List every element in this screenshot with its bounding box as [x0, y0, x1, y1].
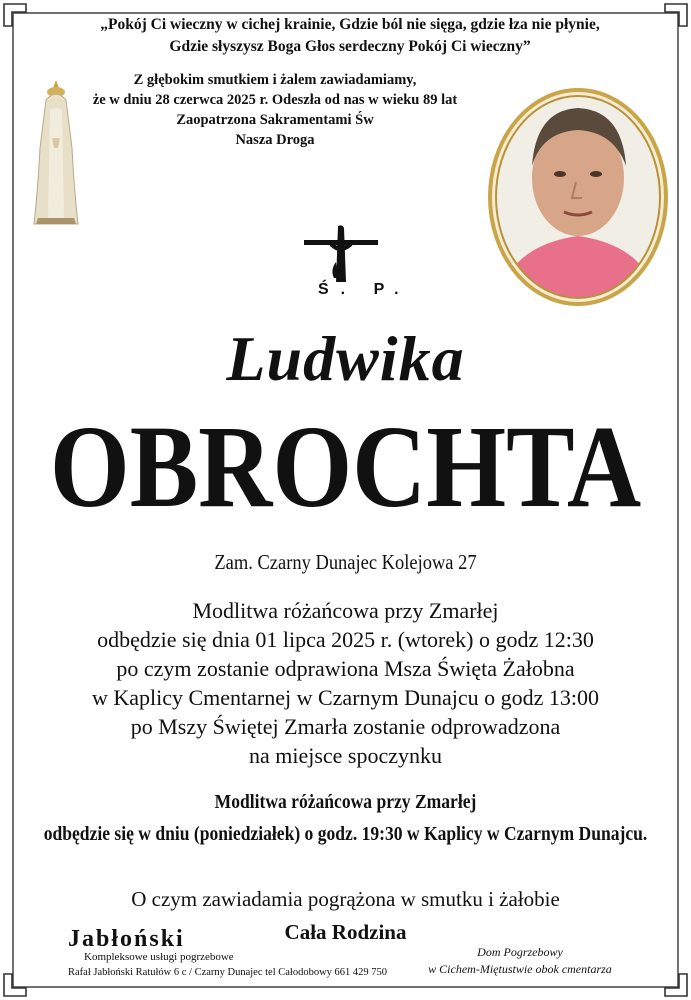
intro-line-2: że w dniu 28 czerwca 2025 r. Odeszła od nas w wieku 89 lat: [92, 92, 458, 108]
family-intro: O czym zawiadamia pogrążona w smutku i żałobie: [131, 887, 560, 911]
ceremony-line: w Kaplicy Cmentarnej w Czarnym Dunajcu o godz 13:00: [91, 685, 600, 710]
deceased-first-name: Ludwika: [226, 323, 465, 394]
rosary-line-1: Modlitwa różańcowa przy Zmarłej: [214, 792, 477, 813]
ceremony-line: Modlitwa różańcowa przy Zmarłej: [192, 598, 499, 623]
quote-line-2: Gdzie słyszysz Boga Głos serdeczny Pokój Ci wieczny”: [169, 38, 531, 55]
ceremony-line: na miejsce spoczynku: [248, 743, 443, 768]
deceased-surname: OBROCHTA: [49, 401, 642, 532]
rosary-line-2: odbędzie się w dniu (poniedziałek) o godz. 19:30 w Kaplicy w Czarnym Dunajcu.: [43, 824, 648, 845]
home-line-1: Dom Pogrzebowy: [477, 945, 563, 959]
sp-label: Ś. P.: [318, 281, 411, 298]
intro-line-3: Zaopatrzona Sakramentami Św: [176, 112, 374, 128]
ceremony-details: [0, 596, 691, 770]
funeral-home-logo: Jabłoński: [68, 926, 185, 952]
intro-line-1: Z głębokim smutkiem i żalem zawiadamiamy,: [133, 72, 417, 88]
ceremony-line: odbędzie się dnia 01 lipca 2025 r. (wtorek) o godz 12:30: [97, 627, 594, 652]
ceremony-line: po Mszy Świętej Zmarła zostanie odprowadzona: [130, 714, 561, 739]
cross-icon: [300, 222, 382, 284]
deceased-address: Zam. Czarny Dunajec Kolejowa 27: [214, 550, 477, 574]
funeral-home-address: Rafał Jabłoński Ratułów 6 c / Czarny Dunajec tel Całodobowy 661 429 750: [68, 967, 388, 978]
rosary-notice: [35, 787, 657, 851]
ceremony-line: po czym zostanie odprawiona Msza Święta Żałobna: [116, 656, 575, 681]
intro-line-4: Nasza Droga: [235, 132, 315, 148]
funeral-home-subtitle: Kompleksowe usługi pogrzebowe: [84, 951, 234, 963]
epitaph-quote: [60, 14, 640, 58]
announcement-intro: [92, 70, 458, 150]
portrait-photo: [486, 86, 670, 308]
home-line-2: w Cichem-Miętustwie obok cmentarza: [428, 962, 612, 976]
quote-line-1: „Pokój Ci wieczny w cichej krainie, Gdzie ból nie sięga, gdzie łza nie płynie,: [100, 16, 600, 33]
madonna-statue-image: [28, 78, 84, 228]
family-signature: Cała Rodzina: [284, 920, 407, 944]
funeral-home-location: [420, 944, 620, 978]
